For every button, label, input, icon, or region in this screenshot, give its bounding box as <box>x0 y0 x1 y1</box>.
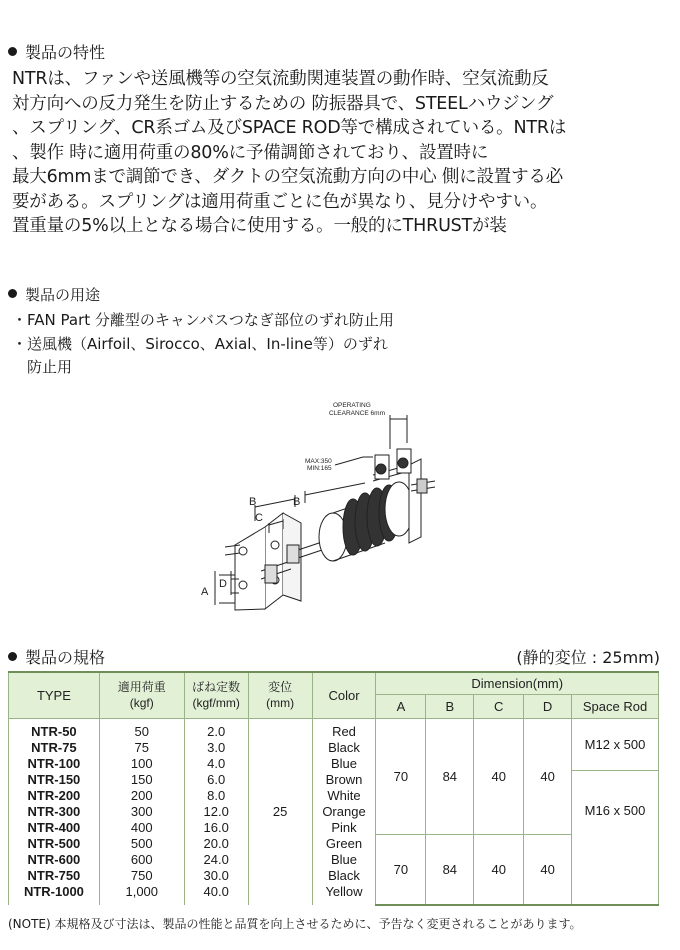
type-cell: NTR-100 <box>27 755 81 771</box>
load-cell: 750 <box>130 867 153 883</box>
dim-b-left: B <box>249 496 257 508</box>
load-cell: 1,000 <box>125 883 159 899</box>
type-cell: NTR-400 <box>27 819 81 835</box>
col-dim-d: D <box>524 694 572 718</box>
spec-heading-text: 製品の規格 <box>25 648 106 667</box>
max-label: MAX:350 <box>305 458 332 465</box>
dim-d-group2: 40 <box>524 835 572 905</box>
col-load <box>99 672 184 718</box>
spring-cell: 8.0 <box>207 787 226 803</box>
load-cell: 50 <box>134 723 149 739</box>
features-line: 要がある。スプリングは適用荷重ごとに色が異なり、見分けやすい。 <box>12 191 548 212</box>
spring-cell: 3.0 <box>207 739 226 755</box>
color-cell: Blue <box>330 755 358 771</box>
type-cell: NTR-1000 <box>23 883 84 899</box>
displacement-cell: 25 <box>248 718 312 905</box>
col-space-rod: Space Rod <box>572 694 659 718</box>
col-spring <box>184 672 248 718</box>
spring-cell: 6.0 <box>207 771 226 787</box>
color-cell: Red <box>332 723 356 739</box>
color-cell: Black <box>328 739 360 755</box>
dim-c: C <box>255 512 263 524</box>
col-type: TYPE <box>9 672 100 718</box>
col-load-l1: 適用荷重 <box>117 680 166 695</box>
color-list <box>312 718 376 905</box>
dim-d-group1: 40 <box>524 718 572 835</box>
color-cell: Green <box>325 835 363 851</box>
dim-d: D <box>219 578 227 590</box>
col-dim-c: C <box>474 694 524 718</box>
ntr-product-diagram <box>195 395 455 620</box>
col-disp-l2: (mm) <box>266 696 295 711</box>
footnote: (NOTE) 本規格及び寸法は、製品の性能と品質を向上させるために、予告なく変更されることがあります。 <box>8 917 582 931</box>
color-cell: Blue <box>330 851 358 867</box>
dim-a-group2: 70 <box>376 835 426 905</box>
color-cell: Yellow <box>325 883 363 899</box>
features-line: 対方向への反力発生を防止するための 防振器具で、STEELハウジング <box>12 93 554 114</box>
color-cell: Brown <box>325 771 363 787</box>
features-line: 、製作 時に適用荷重の80%に予備調節されており、設置時に <box>12 142 489 163</box>
usage-line: 防止用 <box>12 358 73 376</box>
operating-label: OPERATING <box>333 402 371 409</box>
type-cell: NTR-150 <box>27 771 81 787</box>
load-cell: 500 <box>130 835 153 851</box>
space-rod-continued <box>572 835 659 905</box>
spring-cell: 4.0 <box>207 755 226 771</box>
features-heading-text: 製品の特性 <box>25 43 106 62</box>
col-load-l2: (kgf) <box>129 696 154 711</box>
clearance-label: CLEARANCE 6mm <box>329 410 385 417</box>
dim-c-group1: 40 <box>474 718 524 835</box>
bullet-icon <box>8 47 17 56</box>
type-cell: NTR-500 <box>27 835 81 851</box>
spring-cell: 24.0 <box>203 851 229 867</box>
color-cell: Pink <box>331 819 357 835</box>
load-cell: 200 <box>130 787 153 803</box>
spring-cell: 30.0 <box>203 867 229 883</box>
spring-cell: 20.0 <box>203 835 229 851</box>
dim-c-group2: 40 <box>474 835 524 905</box>
type-cell: NTR-750 <box>27 867 81 883</box>
spec-table <box>8 671 659 906</box>
dim-a: A <box>201 586 209 598</box>
col-dimension: Dimension(mm) <box>376 672 659 694</box>
features-line: 、スプリング、CR系ゴム及びSPACE ROD等で構成されている。NTRは <box>12 118 567 138</box>
load-cell: 600 <box>130 851 153 867</box>
features-line: NTRは、ファンや送風機等の空気流動関連装置の動作時、空気流動反 <box>12 69 549 89</box>
load-cell: 75 <box>134 739 149 755</box>
bullet-icon <box>8 289 17 298</box>
space-rod-m12: M12 x 500 <box>572 719 658 771</box>
features-body <box>12 67 674 239</box>
load-cell: 400 <box>130 819 153 835</box>
type-list <box>9 718 100 905</box>
min-label: MIN:165 <box>307 465 332 472</box>
usage-heading-text: 製品の用途 <box>25 286 101 304</box>
type-cell: NTR-300 <box>27 803 81 819</box>
usage-heading <box>8 284 100 305</box>
col-color: Color <box>312 672 376 718</box>
dim-b-right: B <box>293 496 301 508</box>
color-cell: Orange <box>322 803 366 819</box>
space-rod-m16: M16 x 500 <box>584 802 646 818</box>
spring-cell: 2.0 <box>207 723 226 739</box>
type-cell: NTR-200 <box>27 787 81 803</box>
spec-heading <box>8 645 105 668</box>
features-heading <box>8 40 105 63</box>
dim-a-group1: 70 <box>376 718 426 835</box>
spring-cell: 40.0 <box>203 883 229 899</box>
usage-line: ・FAN Part 分離型のキャンバスつなぎ部位のずれ防止用 <box>12 311 394 329</box>
type-cell: NTR-75 <box>31 739 77 755</box>
spring-cell: 12.0 <box>203 803 229 819</box>
type-cell: NTR-600 <box>27 851 81 867</box>
bullet-icon <box>8 652 17 661</box>
col-spring-l1: ばね定数 <box>192 680 241 695</box>
dim-b-group2: 84 <box>426 835 474 905</box>
col-disp-l1: 変位 <box>268 680 293 695</box>
load-list <box>99 718 184 905</box>
usage-line: ・送風機（Airfoil、Sirocco、Axial、In-line等）のずれ <box>12 334 388 353</box>
col-dim-a: A <box>376 694 426 718</box>
load-cell: 300 <box>130 803 153 819</box>
color-cell: Black <box>328 867 360 883</box>
load-cell: 100 <box>130 755 153 771</box>
space-rod-group <box>572 718 659 835</box>
color-cell: White <box>327 787 361 803</box>
load-cell: 150 <box>130 771 153 787</box>
features-line: 最大6mmまで調節でき、ダクトの空気流動方向の中心 側に設置する必 <box>12 167 563 187</box>
static-displacement-note: (静的変位 : 25mm) <box>516 648 660 667</box>
spring-list <box>184 718 248 905</box>
col-dim-b: B <box>426 694 474 718</box>
col-spring-l2: (kgf/mm) <box>192 696 240 711</box>
dim-b-group1: 84 <box>426 718 474 835</box>
col-displacement <box>248 672 312 718</box>
usage-body <box>12 309 394 380</box>
features-line: 置重量の5%以上となる場合に使用する。一般的にTHRUSTが装 <box>12 216 507 236</box>
type-cell: NTR-50 <box>31 723 77 739</box>
spring-cell: 16.0 <box>203 819 229 835</box>
